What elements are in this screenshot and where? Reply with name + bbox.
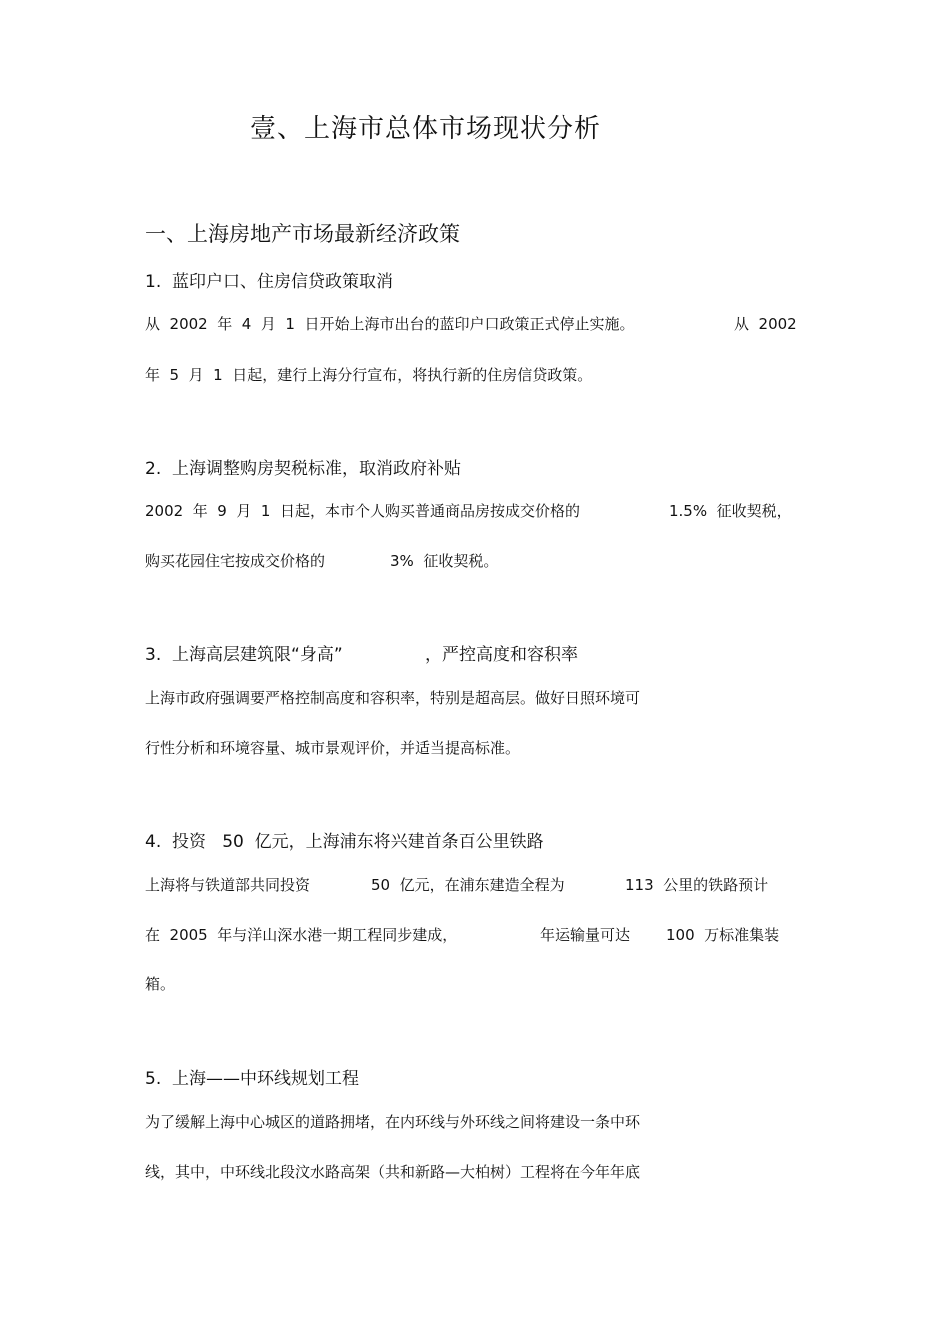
item-3-heading: 3. 上海高层建筑限“身高” <box>145 645 343 665</box>
item-2-line-1: 2002 年 9 月 1 日起，本市个人购买普通商品房按成交价格的 <box>145 502 580 520</box>
item-1-line-2: 年 5 月 1 日起，建行上海分行宣布，将执行新的住房信贷政策。 <box>145 366 593 384</box>
item-1-line-1-tail: 从 2002 <box>734 315 797 333</box>
item-2-line-2-tail: 3% 征收契税。 <box>390 552 499 570</box>
item-1-heading: 1. 蓝印户口、住房信贷政策取消 <box>145 272 394 292</box>
item-4-line-2-tail: 100 万标准集装 <box>666 926 780 944</box>
item-4-line-1-tail: 113 公里的铁路预计 <box>625 876 769 894</box>
item-2-line-1-tail: 1.5% 征收契税， <box>669 502 792 520</box>
item-4-heading: 4. 投资 50 亿元，上海浦东将兴建首条百公里铁路 <box>145 832 544 852</box>
item-4-line-2-mid: 年运输量可达 <box>540 926 631 944</box>
item-5-line-1: 为了缓解上海中心城区的道路拥堵，在内环线与外环线之间将建设一条中环 <box>145 1113 641 1131</box>
item-5-line-2: 线，其中，中环线北段汶水路高架（共和新路—大柏树）工程将在今年年底 <box>145 1163 641 1181</box>
item-1-line-1: 从 2002 年 4 月 1 日开始上海市出台的蓝印户口政策正式停止实施。 <box>145 315 635 333</box>
item-5-heading: 5. 上海——中环线规划工程 <box>145 1069 360 1089</box>
section-heading: 一、上海房地产市场最新经济政策 <box>145 222 460 246</box>
item-3-heading-tail: ，严控高度和容积率 <box>425 645 578 665</box>
page-title: 壹、上海市总体市场现状分析 <box>250 114 602 144</box>
item-2-heading: 2. 上海调整购房契税标准，取消政府补贴 <box>145 459 462 479</box>
item-4-line-3: 箱。 <box>145 975 176 993</box>
item-4-line-1: 上海将与铁道部共同投资 <box>145 876 311 894</box>
item-4-line-1-mid: 50 亿元，在浦东建造全程为 <box>371 876 565 894</box>
item-3-line-2: 行性分析和环境容量、城市景观评价，并适当提高标准。 <box>145 739 521 757</box>
item-3-line-1: 上海市政府强调要严格控制高度和容积率，特别是超高层。做好日照环境可 <box>145 689 641 707</box>
item-2-line-2: 购买花园住宅按成交价格的 <box>145 552 326 570</box>
item-4-line-2: 在 2005 年与洋山深水港一期工程同步建成， <box>145 926 458 944</box>
